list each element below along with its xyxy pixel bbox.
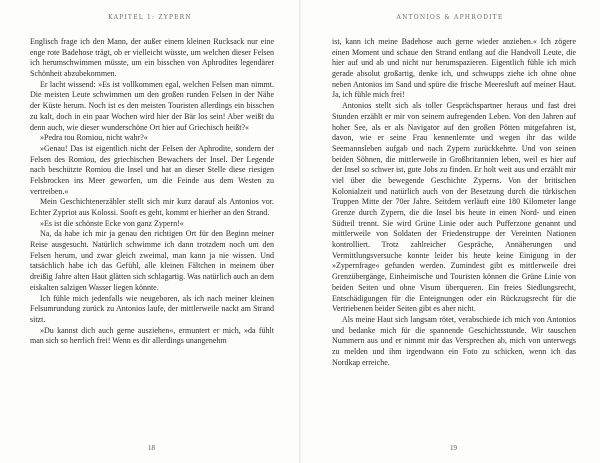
paragraph: Als meine Haut sich langsam rötet, verabschiede ich mich von Antonios und bedanke mich für die spannende Geschichtsstunde. Wir tauschen Nummern aus und er nimmt mir das Versprechen ab, mich von unterwegs zu melden und ihm irgendwann ein Foto zu schicken, wenn ich das Nordkap erreiche. <box>332 314 576 367</box>
paragraph: Er lacht wissend: »Es ist vollkommen egal, welchen Felsen man nimmt. Die meisten Leute schwimmen um den großen runden Felsen in der Nähe der Küste herum. Noch ist es den meisten Touristen allerdings ein bisschen zu kalt, doch in ein paar Wochen wird hier der Bär los sein! Aber weißt du denn auch, wie dieser wunderschöne Ort hier auf Griechisch heißt?« <box>30 79 274 132</box>
paragraph: »Es ist die schönste Ecke von ganz Zypern!« <box>40 218 184 228</box>
paragraph: Na, da habe ich mir ja genau den richtigen Ort für den Beginn meiner Reise ausgesucht. Natürlich schwimme ich dann trotzdem noch um den Felsen herum, und zwar gleich zweimal, man kann ja nie wissen. Und tatsächlich habe ich das Gefühl, alle kleinen Fältchen in meinem über dreißig Jahre alten Haut glätten sich schlagartig. Was natürlich auch an dem eiskalten salzigen Wasser liegen könnte. <box>30 229 274 292</box>
running-head-left: KAPITEL 1: ZYPERN <box>108 14 192 21</box>
right-page <box>300 0 600 463</box>
left-page-body <box>30 37 274 347</box>
paragraph: Ich fühle mich jedenfalls wie neugeboren, als ich nach meiner kleinen Felsumrundung zurück zu Antonios laufe, der mittlerweile nackt am Strand sitzt. <box>30 293 274 324</box>
paragraph: »Du kannst dich auch gerne ausziehen«, ermuntert er mich, »da fühlt man sich so herrlich frei! Wenn es dir allerdings unangenehm <box>30 325 274 346</box>
right-page-body <box>332 37 576 368</box>
paragraph: Antonios stellt sich als toller Gesprächspartner heraus und fast drei Stunden erzählt er mir von seinem aufregenden Leben. Von den Jahren auf hoher See, als er als Navigator auf den großen Pötten mitgefahren ist, davon, wie er seine Frau kennenlernte und wegen ihr das wilde Seemannsleben aufgab und nach Zypern zurückkehrte. Und von seinen beiden Söhnen, die mittlerweile in Großbritannien leben, weil es hier auf der Insel so schwer ist, gute Jobs zu finden. Er holt weit aus und erzählt mir viel über die bewegende Geschichte Zyperns. Von der britischen Kolonialzeit und natürlich auch von der Besetzung durch die türkischen Truppen Mitte der 70er Jahre. Seitdem verläuft eine 180 Kilometer lange Grenze durch Zypern, die die Insel bis heute in einen Nord- und einen Südteil trennt. Sie wird Grüne Linie oder auch Pufferzone genannt und mittlerweile von Soldaten der Friedenstruppe der Vereinten Nationen kontrolliert. Trotz zahlreicher Gespräche, Annäherungen und Vermittlungsversuche konnte leider bis heute keine Einigung in der »Zypernfrage« gefunden werden. Zumindest gibt es mittlerweile drei Grenzübergänge, Einheimische und Touristen können die Grüne Linie von beiden Seiten und ohne Visum überqueren. Ein freies Siedlungsrecht, Entschädigungen für die Enteignungen oder ein Rückzugsrecht für die Vertriebenen beider Seiten gibt es aber nicht. <box>332 101 576 314</box>
paragraph: ist, kann ich meine Badehose auch gerne wieder anziehen.« Ich zögere einen Moment und schaue den Strand entlang auf die Handvoll Leute, die hier auf und ab und nicht nur herumspazieren. Eigentlich fühle ich mich gerade absolut großartig, denke ich, und schwupps ziehe ich ohne ohne neben Antonios im Sand und spüre die frische Meeresluft auf meiner Haut. Ja, ich fühle mich frei! <box>332 37 576 100</box>
paragraph: »Pedra tou Romiou, nicht wahr?« <box>40 133 148 143</box>
paragraph: Mein Geschichtenerzähler stellt sich mir kurz darauf als Antonios vor. Echter Zypriot aus Kolossi. Sooft es geht, kommt er hierher an den Strand. <box>30 197 274 217</box>
page-number-left: 18 <box>148 444 155 452</box>
page-number-right: 19 <box>450 444 457 452</box>
running-head-right: ANTONIOS & APHRODITE <box>396 14 504 21</box>
paragraph: Englisch frage ich den Mann, der außer einem kleinen Rucksack nur eine enge rote Badehose trägt, ob er vielleicht wüsste, um welchen dieser Felsen ich herumschwimmen müsste, um ein bisschen von Aphrodites legendärer Schönheit abzubekommen. <box>30 37 274 79</box>
paragraph: »Genau! Das ist eigentlich nicht der Felsen der Aphrodite, sondern der Felsen des Romiou, des griechischen Bewachers der Insel. Der Legende nach beschützte Romiou die Insel und hat an dieser Stelle diese riesigen Felsbrocken ins Meer geworfen, um die Feinde aus dem Westen zu vertreiben.« <box>30 143 274 196</box>
